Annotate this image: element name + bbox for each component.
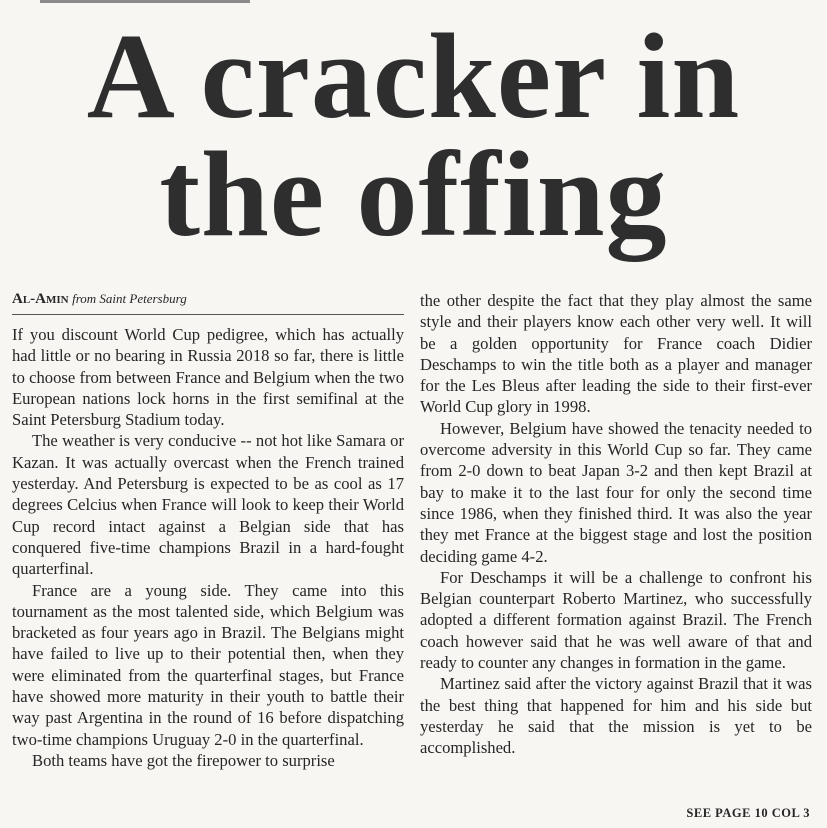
paragraph: For Deschamps it will be a challenge to confront his Belgian counterpart Roberto Martinez, who successfully adopted a different formation against Brazil. The French coach however said that he was well aware of that and ready to counter any changes in formation in the game.	[420, 567, 812, 673]
paragraph: the other despite the fact that they play almost the same style and their players know each other very well. It will be a golden opportunity for France coach Didier Deschamps to win the title both as a player and manager for the Les Bleus after leading the side to their first-ever World Cup glory in 1998.	[420, 291, 812, 417]
paragraph: Martinez said after the victory against Brazil that it was the best thing that happened for him and his side but yesterday he said that the mission is yet to be accomplished.	[420, 674, 812, 758]
article-column-left	[12, 290, 404, 771]
paragraph: The weather is very conducive -- not hot like Samara or Kazan. It was actually overcast when the French trained yesterday. And Petersburg is expected to be as cool as 17 degrees Celcius when France will look to keep their World Cup record intact against a Belgian side that has conquered five-time champions Brazil in a hard-fought quarterfinal.	[12, 431, 404, 579]
headline-line-1: A cracker in	[86, 9, 741, 144]
byline	[12, 290, 404, 315]
headline-line-2: the offing	[159, 127, 668, 262]
byline-location: from Saint Petersburg	[72, 291, 187, 306]
jump-line: SEE PAGE 10 COL 3	[686, 806, 810, 820]
byline-author: Al-Amin	[12, 291, 69, 307]
top-edge-strip	[40, 0, 250, 3]
paragraph: Both teams have got the firepower to surprise	[32, 750, 335, 770]
paragraph: France are a young side. They came into this tournament as the most talented side, which Belgium was bracketed as four years ago in Brazil. The Belgians might have failed to live up to their potential then, when they were eliminated from the quarterfinal stages, but France have showed more maturity in their youth to battle their way past Argentina in the round of 16 before dispatching two-time champions Uruguay 2-0 in the quarterfinal.	[12, 580, 404, 749]
headline	[0, 9, 827, 262]
paragraph: However, Belgium have showed the tenacity needed to overcome adversity in this World Cup so far. They came from 2-0 down to beat Japan 3-2 and then kept Brazil at bay to make it to the last four for only the second time since 1986, when they finished third. It was also the year they met France at the biggest stage and lost the position deciding game 4-2.	[420, 418, 812, 566]
paragraph: If you discount World Cup pedigree, which has actually had little or no bearing in Russia 2018 so far, there is little to choose from between France and Belgium when the two European nations lock horns in the first semifinal at the Saint Petersburg Stadium today.	[12, 325, 404, 430]
article-column-right	[420, 290, 812, 759]
